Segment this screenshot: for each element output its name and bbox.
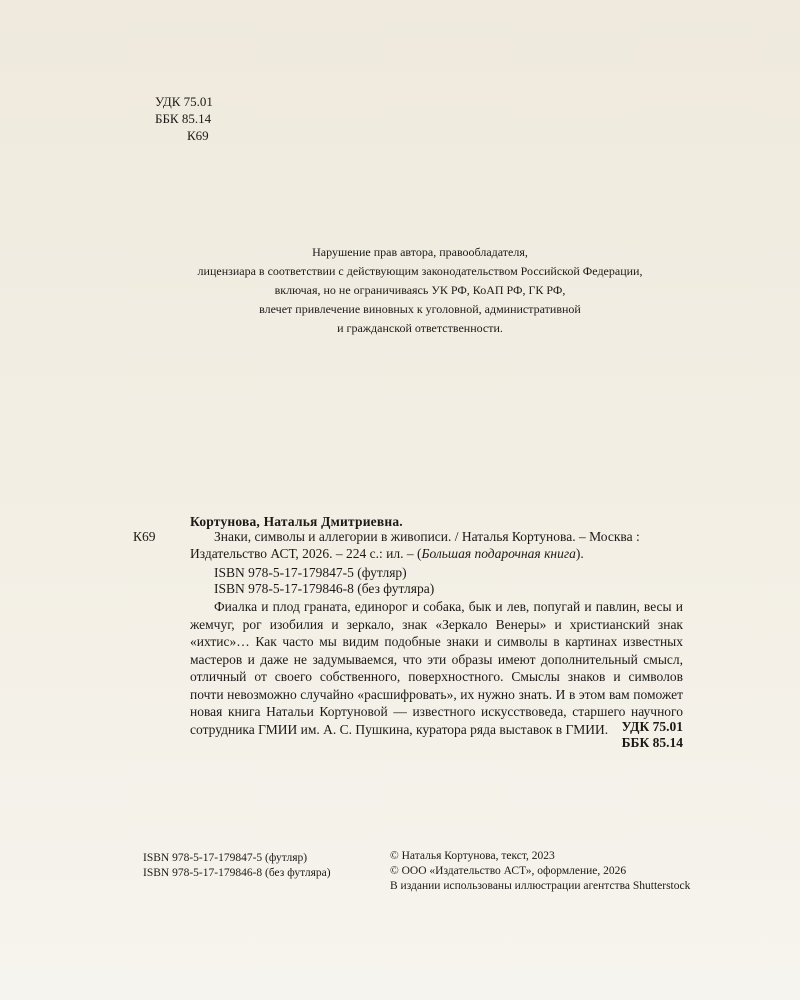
- record-classification: [560, 719, 683, 751]
- copyright-text: © Наталья Кортунова, текст, 2023: [390, 850, 555, 862]
- notice-line: лицензиара в соответствии с действующим законодательством Российской Федерации,: [197, 264, 643, 278]
- record-isbn: [214, 565, 434, 597]
- udk-code: УДК 75.01: [155, 94, 213, 109]
- isbn-line: ISBN 978-5-17-179846-8 (без футляра): [143, 867, 331, 879]
- notice-line: влечет привлечение виновных к уголовной, административной: [259, 302, 581, 316]
- copyright-block: [390, 849, 690, 894]
- series-title: Большая подарочная книга: [421, 545, 576, 561]
- bbk-code: ББК 85.14: [155, 111, 212, 126]
- bottom-isbn: [143, 851, 331, 881]
- isbn-line: ISBN 978-5-17-179846-8 (без футляра): [214, 581, 435, 596]
- top-classification: [155, 93, 213, 144]
- description-end: ).: [575, 545, 584, 561]
- annotation: Фиалка и плод граната, единорог и собака, бык и лев, попугай и павлин, весы и жемчуг, рог изобилия и зеркало, знак «Зеркало Венеры» и христианский знак «ихтис»… Как часто мы видим подобные знаки и символы в картинах известных мастеров и даже не задумываемся, что эти образы имеют дополнительный смысл, отличный от своего собственного, поверхностного. Смыслы знаков и символов почти невозможно случайно «расшифровать», их нужно знать. И в этом вам поможет новая книга Натальи Кортуновой — известного искусствоведа, старшего научного сотрудника ГМИИ им. А. С. Пушкина, куратора ряда выставок в ГМИИ.: [190, 599, 683, 737]
- isbn-line: ISBN 978-5-17-179847-5 (футляр): [214, 565, 407, 580]
- notice-line: Нарушение прав автора, правообладателя,: [312, 245, 528, 259]
- legal-notice: [150, 243, 690, 338]
- notice-line: включая, но не ограничиваясь УК РФ, КоАП РФ, ГК РФ,: [274, 283, 566, 297]
- notice-line: и гражданской ответственности.: [337, 321, 503, 335]
- record-description: [190, 529, 683, 562]
- description-main: Знаки, символы и аллегории в живописи. / Наталья Кортунова. – Москва : Издательство АСТ, 2026. – 224 с.: ил. – (: [190, 529, 640, 561]
- isbn-line: ISBN 978-5-17-179847-5 (футляр): [143, 852, 308, 864]
- copyright-design: © ООО «Издательство АСТ», оформление, 2026: [390, 865, 627, 877]
- udk-code: УДК 75.01: [621, 719, 683, 734]
- record-author: Кортунова, Наталья Дмитриевна.: [190, 514, 403, 529]
- bbk-code: ББК 85.14: [621, 735, 683, 750]
- author-mark: К69: [187, 128, 209, 143]
- record-author-mark: К69: [133, 529, 156, 544]
- illustrations-credit: В издании использованы иллюстрации агентства Shutterstock: [390, 880, 691, 892]
